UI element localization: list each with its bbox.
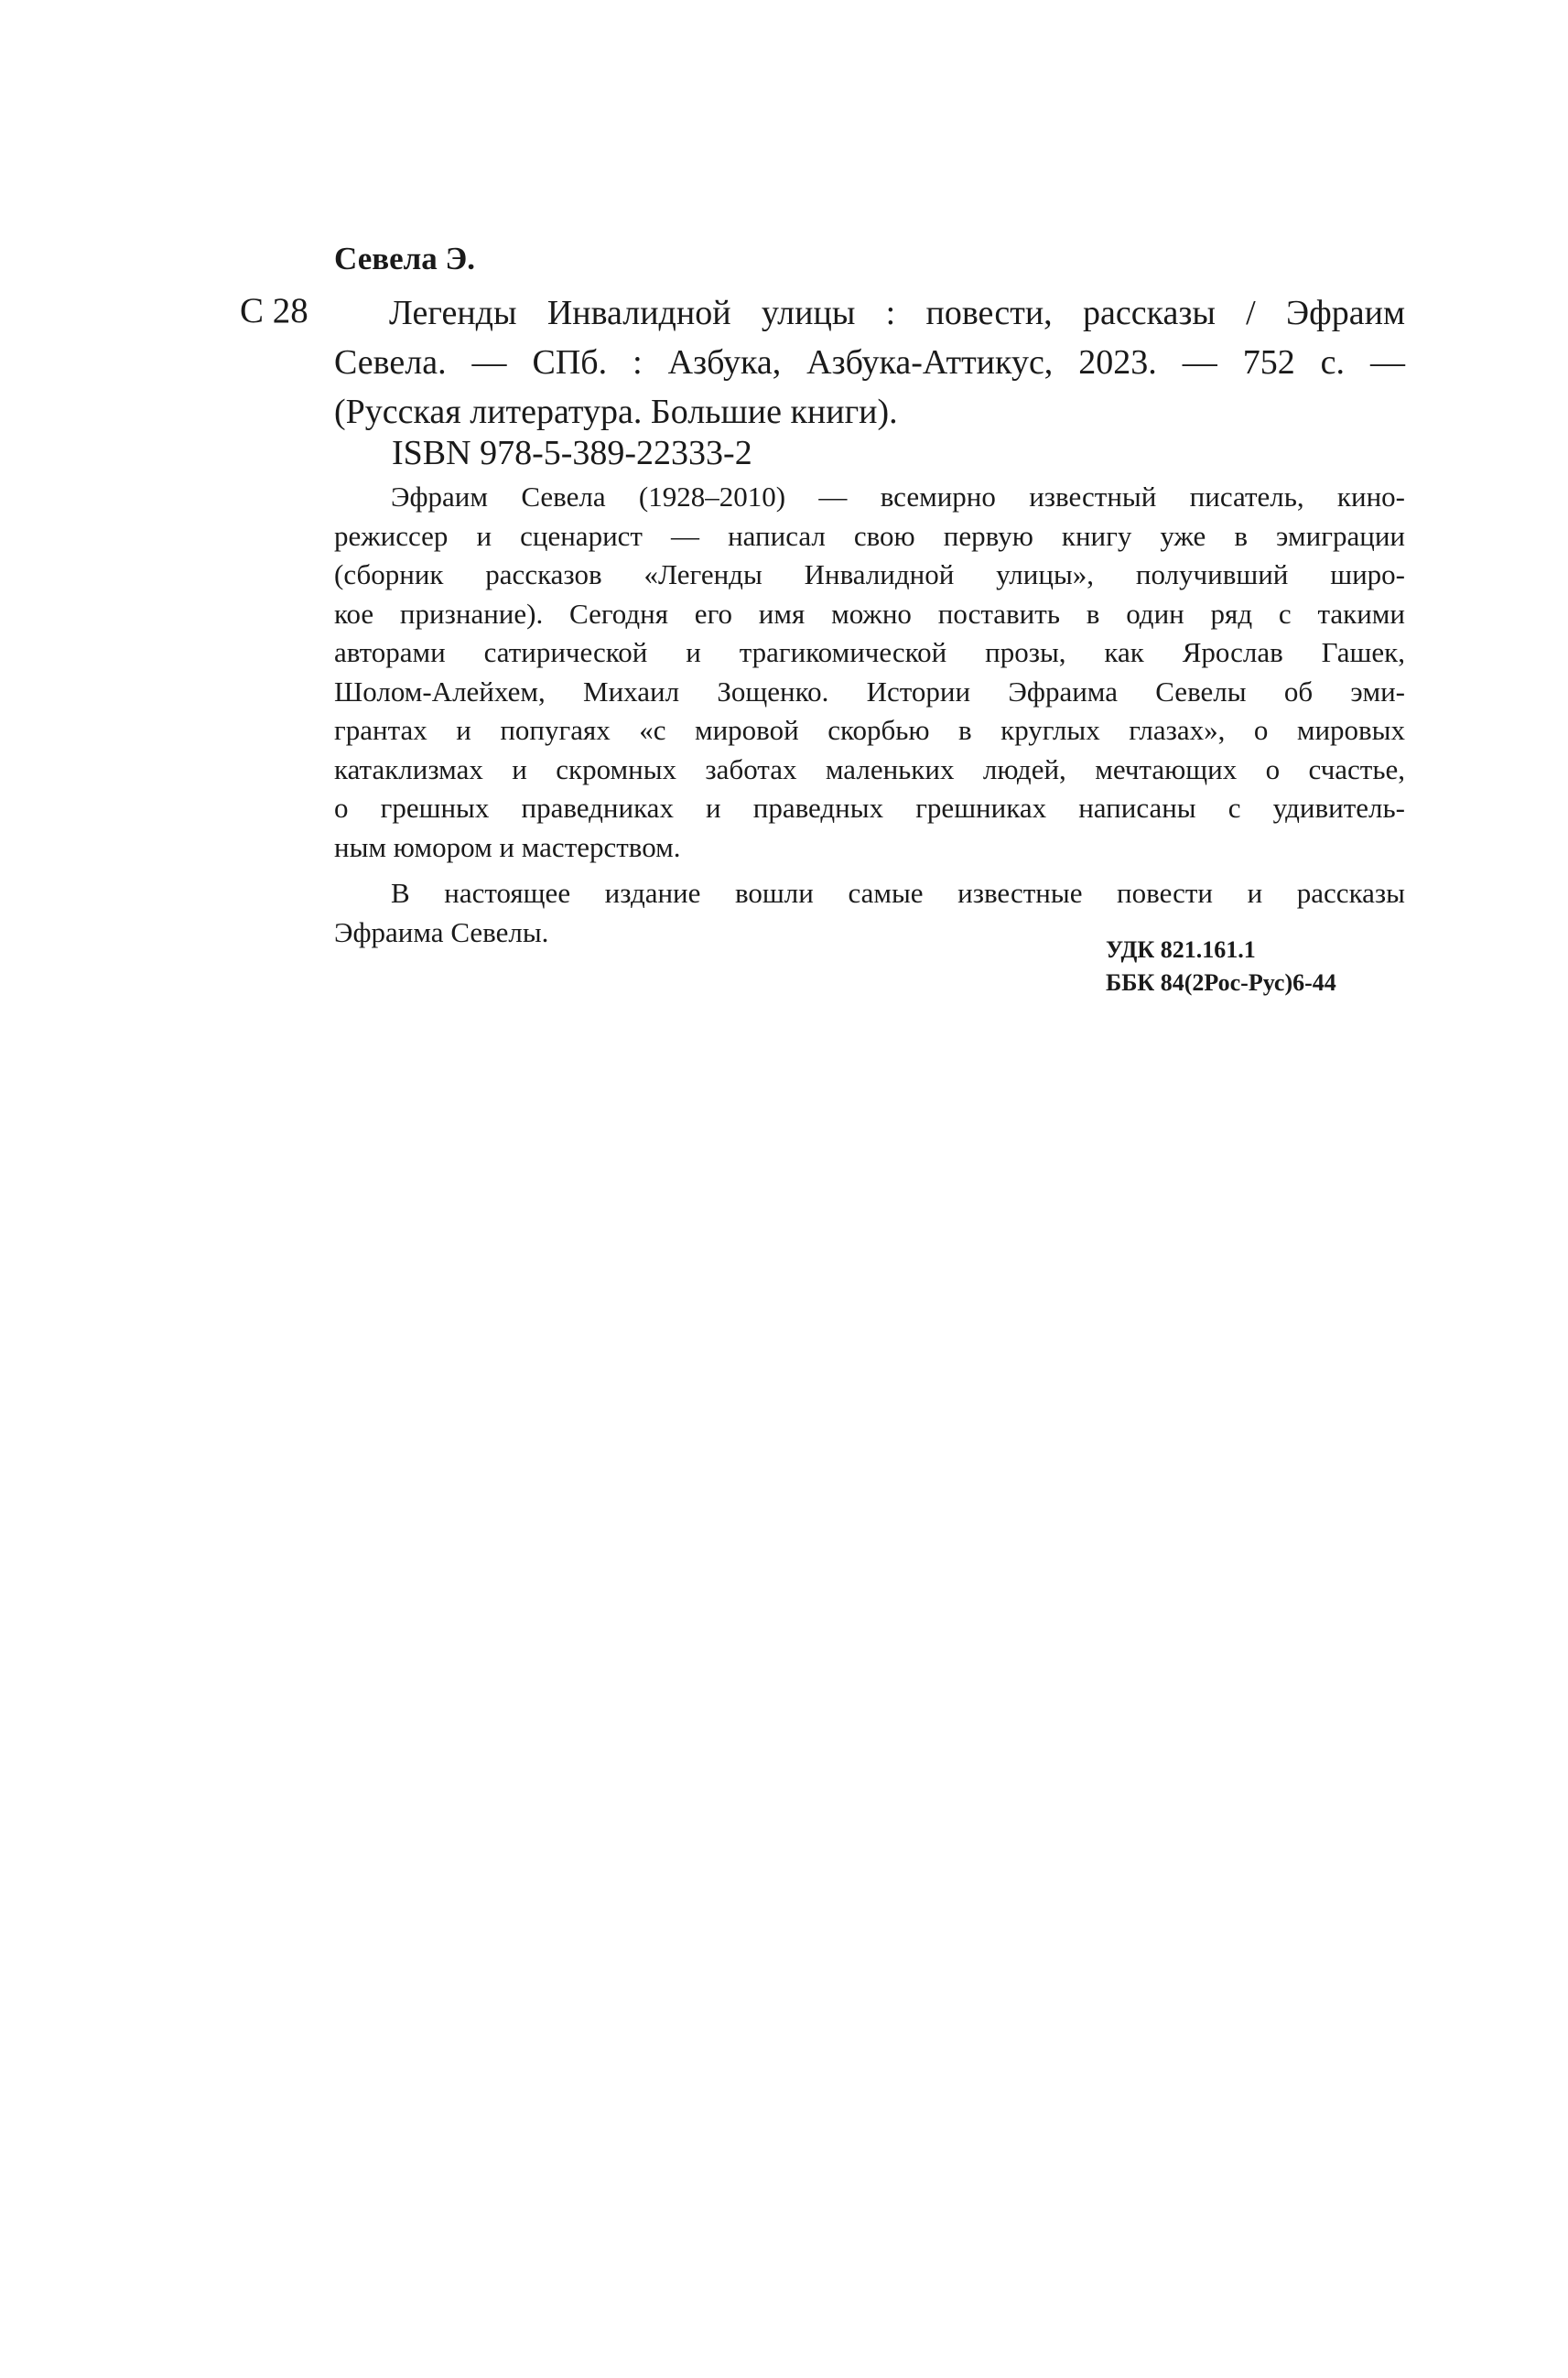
bibliographic-line: (Русская литература. Большие книги). (334, 393, 898, 431)
library-index: С 28 (240, 291, 308, 330)
bibliographic-line: Севела. — СПб. : Азбука, Азбука-Аттикус, 2023. — 752 с. — (334, 343, 1405, 382)
annotation-line: катаклизмах и скромных заботах маленьких людей, мечтающих о счастье, (334, 752, 1405, 785)
bbk-code: ББК 84(2Рос-Рус)6-44 (1106, 969, 1336, 996)
bibliographic-line: Легенды Инвалидной улицы : повести, рассказы / Эфраим (389, 294, 1405, 332)
annotation (334, 478, 1405, 952)
annotation-line: В настоящее издание вошли самые известные повести и рассказы (391, 877, 1405, 909)
annotation-paragraph (334, 478, 1405, 867)
classification-codes (1106, 934, 1336, 1000)
annotation-line: Эфраим Севела (1928–2010) — всемирно известный писатель, кино- (391, 481, 1405, 513)
annotation-line: режиссер и сценарист — написал свою первую книгу уже в эмиграции (334, 519, 1405, 552)
annotation-line: о грешных праведниках и праведных грешниках написаны с удивитель- (334, 792, 1405, 824)
annotation-line: ным юмором и мастерством. (334, 830, 681, 863)
annotation-line: (сборник рассказов «Легенды Инвалидной улицы», получивший широ- (334, 558, 1405, 590)
annotation-line: кое признание). Сегодня его имя можно поставить в один ряд с такими (334, 597, 1405, 630)
udk-code: УДК 821.161.1 (1106, 936, 1256, 963)
bibliographic-record (334, 288, 1405, 437)
annotation-line: Эфраима Севелы. (334, 915, 549, 948)
isbn: ISBN 978-5-389-22333-2 (392, 434, 752, 472)
annotation-line: грантах и попугаях «с мировой скорбью в круглых глазах», о мировых (334, 714, 1405, 746)
author-heading: Севела Э. (334, 241, 476, 276)
annotation-line: авторами сатирической и трагикомической прозы, как Ярослав Гашек, (334, 636, 1405, 668)
annotation-line: Шолом-Алейхем, Михаил Зощенко. Истории Эфраима Севелы об эми- (334, 675, 1405, 708)
